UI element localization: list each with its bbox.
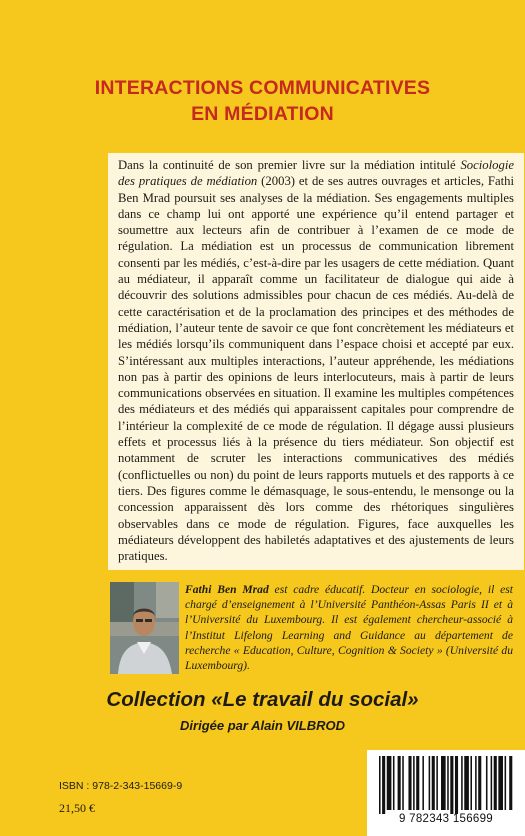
barcode-bar [398, 756, 401, 810]
barcode-bar [455, 756, 458, 814]
barcode-bar [464, 756, 469, 810]
barcode-bar [478, 756, 481, 810]
barcode-bar [413, 756, 415, 810]
barcode-bar [509, 756, 512, 810]
barcode-bar [441, 756, 446, 810]
barcode-bar [422, 756, 424, 810]
barcode-bar [382, 756, 385, 814]
barcode-bar [429, 756, 431, 810]
barcode-bar [486, 756, 488, 810]
barcode-bar [416, 756, 419, 810]
barcode-bar [402, 756, 404, 810]
price: 21,50 € [59, 801, 95, 815]
collection-name: Collection «Le travail du social» [106, 688, 419, 711]
book-title-line-1: INTERACTIONS COMMUNICATIVES [94, 77, 431, 100]
summary-intro: Dans la continuité de son premier livre sur la médiation intitulé [118, 158, 461, 172]
barcode-bar [393, 756, 395, 810]
book-title [0, 75, 525, 127]
barcode-bar [505, 756, 507, 810]
barcode-bar [461, 756, 463, 810]
barcode-bar [432, 756, 435, 810]
barcode-bar [447, 756, 449, 810]
barcode-bar [470, 756, 472, 810]
author-name: Fathi Ben Mrad [185, 583, 269, 596]
barcode-bar [408, 756, 411, 810]
barcode [367, 750, 525, 836]
barcode-bars [373, 756, 519, 814]
back-cover-summary [118, 157, 514, 564]
barcode-bar [475, 756, 477, 810]
barcode-bar [450, 756, 453, 814]
summary-body: (2003) et de ses autres ouvrages et articles, Fathi Ben Mrad poursuit ses analyses de la médiation. Ses engagements multiples dans ce champ lui ont apporté une expérience qu’il entend partager et soumettre aux lecteurs afin de contribuer à l’examen de ce mode de régulation. La médiation est un processus de communication librement consenti par les médiés, c’est-à-dire par les usagers de cette médiation. Quant au médiateur, il apparaît comme un facilitateur de dialogue qui aide à découvrir des solutions admissibles pour chacun de ces médiés. Au-delà de cette caractérisation et de la proclamation des principes et des méthodes de médiation, l’auteur tente de savoir ce que font concrètement les médiateurs et les médiés lorsqu’ils communiquent dans l’espace choisi et accepté par eux. S’intéressant aux multiples interactions, l’auteur appréhende, les médiations non pas à partir des opinions de leurs interlocuteurs, mais à partir de leurs communications observées en situation. Il examine les multiples compétences des médiateurs et des médiés qui apparaissent capitales pour comprendre de l’intérieur la complexité de ce mode de régulation. Il dégage aussi plusieurs effets et processus liés à la présence du tiers médiateur. Son objectif est notamment de scruter les interactions communicatives des médiés (conflictuelles ou non) du point de leurs rapports mutuels et des rapports à ce tiers. Des figures comme le démasquage, le sous-entendu, le mensonge ou la concession apparaissent dès lors comme des rhétoriques singulières observables dans ce mode de régulation. Figures, face auxquelles les médiateurs développent des habiletés adaptatives et des ajustements de leurs pratiques. [118, 174, 514, 564]
barcode-bar [498, 756, 503, 810]
collection-director: Dirigée par Alain VILBROD [180, 718, 345, 733]
isbn: ISBN : 978-2-343-15669-9 [59, 780, 183, 792]
book-title-line-2: EN MÉDIATION [191, 103, 334, 126]
author-bio [185, 582, 513, 673]
author-photo [110, 582, 179, 674]
author-portrait-image [110, 582, 179, 674]
barcode-bar [494, 756, 497, 810]
barcode-bar [436, 756, 438, 810]
barcode-bar [379, 756, 381, 814]
author-bio-text: est cadre éducatif. Docteur en sociologie, il est chargé d’enseignement à l’Université Panthéon-Assas Paris II et à l’Université du Luxembourg. Il est également chercheur-associé à l’Institut Lifelong Learning and Guidance au département de recherche « Education, Culture, Cognition & Society » (Université du Luxembourg). [185, 583, 513, 673]
cited-book-title: Sociologie des pratiques de médiation [118, 158, 514, 189]
barcode-bar [491, 756, 493, 810]
summary-paragraph [118, 157, 514, 564]
barcode-bar [387, 756, 392, 810]
barcode-digits: 9 782343 156699 [398, 813, 494, 825]
